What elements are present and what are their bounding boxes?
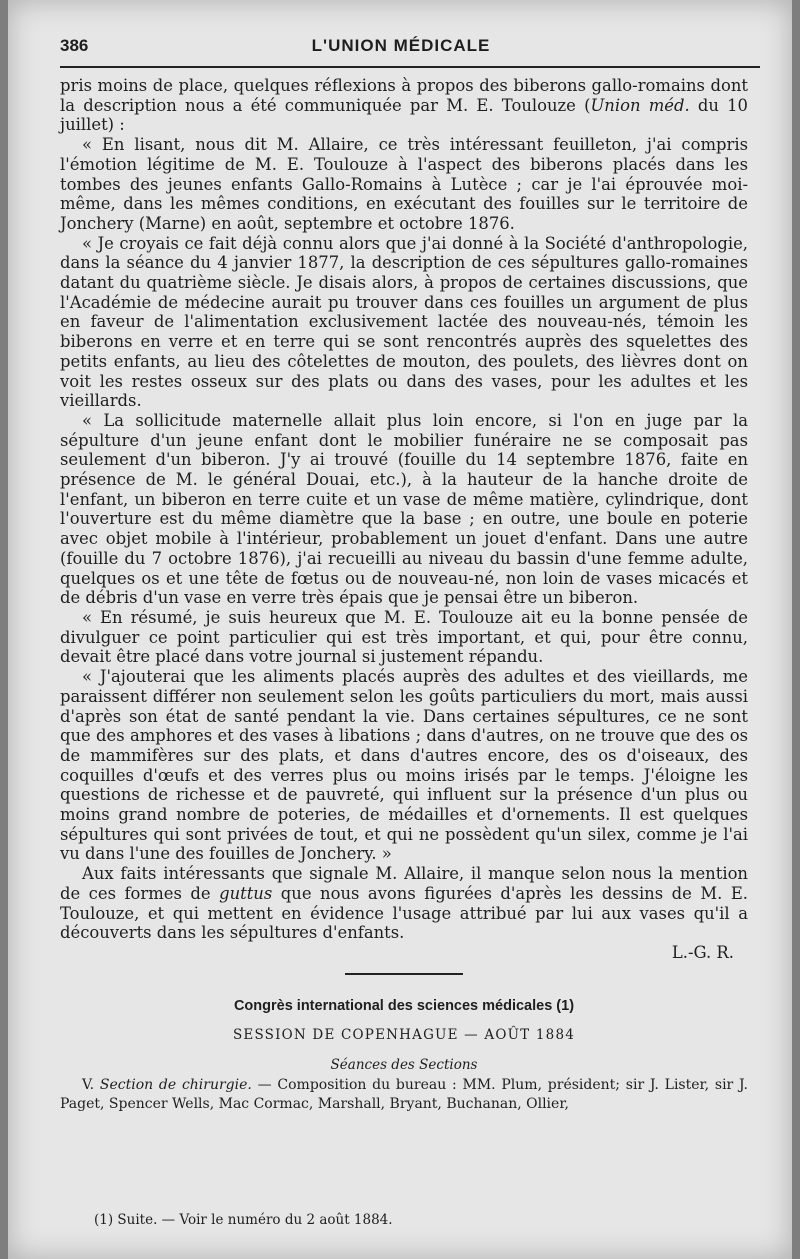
- seances-subtitle: Séances des Sections: [330, 1057, 478, 1074]
- session-title: SESSION DE COPENHAGUE — AOÛT 1884: [232, 1027, 576, 1044]
- congress-title: Congrès international des sciences médicales (1): [233, 997, 575, 1014]
- paragraph-quote-4: « En résumé, je suis heureux que M. E. Toulouze ait eu la bonne pensée de divulguer ce point particulier qui est très important, et qui, pour être connu, devait être placé dans votre journal si justement répandu.: [60, 607, 748, 667]
- signature: L.-G. R.: [671, 942, 734, 962]
- journal-title: L'UNION MÉDICALE: [311, 36, 491, 55]
- section-name: Section de chirurgie.: [99, 1076, 252, 1093]
- paragraph-intro: pris moins de place, quelques réflexions à propos des biberons gallo-romains dont la description nous a été communiquée par M. E. Toulouze (Union méd. du 10 juillet) :: [60, 76, 748, 135]
- paragraph-conclusion: Aux faits intéressants que signale M. Allaire, il manque selon nous la mention de ces formes de guttus que nous avons figurées d'après les dessins de M. E. Toulouze, et qui mettent en évidence l'usage attribué par lui aux vases qu'il a découverts dans les sépultures d'enfants.: [60, 864, 748, 943]
- header-rule: [60, 66, 760, 68]
- journal-ref: Union méd.: [590, 95, 690, 115]
- article-body: [60, 76, 748, 1114]
- guttus-term: guttus: [219, 883, 273, 903]
- paragraph-quote-5: « J'ajouterai que les aliments placés auprès des adultes et des vieillards, me paraissent différer non seulement selon les goûts particuliers du mort, mais aussi d'après son état de santé pendant la vie. Dans certaines sépultures, ce ne sont que des amphores et des vases à libations ; dans d'autres, on ne trouve que des os de mammifères sur des plats, et dans d'autres encore, des os d'oiseaux, des coquilles d'œufs et des verres plus ou moins irisés par le temps. J'éloigne les questions de richesse et de pauvreté, qui influent sur la présence d'un plus ou moins grand nombre de poteries, de médailles et d'ornements. Il est quelques sépultures qui sont privées de tout, et qui ne possèdent qu'un silex, comme je l'ai vu dans l'une des fouilles de Jonchery. »: [60, 667, 748, 864]
- footnote: (1) Suite. — Voir le numéro du 2 août 1884.: [94, 1212, 393, 1228]
- paragraph-quote-1: « En lisant, nous dit M. Allaire, ce très intéressant feuilleton, j'ai compris l'émotion légitime de M. E. Toulouze à l'aspect des biberons placés dans les tombes des jeunes enfants Gallo-Romains à Lutèce ; car je l'ai éprouvée moi-même, dans les mêmes conditions, en exécutant des fouilles sur le territoire de Jonchery (Marne) en août, septembre et octobre 1876.: [60, 135, 748, 233]
- running-head: [60, 36, 742, 56]
- paragraph-quote-3: « La sollicitude maternelle allait plus loin encore, si l'on en juge par la sépulture d'un jeune enfant dont le mobilier funéraire ne se composait pas seulement d'un biberon. J'y ai trouvé (fouille du 14 septembre 1876, faite en présence de M. le général Douai, etc.), à la hauteur de la hanche droite de l'enfant, un biberon en terre cuite et un vase de même matière, cylindrique, dont l'ouverture est du même diamètre que la base ; en outre, une boule en poterie avec objet mobile à l'intérieur, probablement un jouet d'enfant. Dans une autre (fouille du 7 octobre 1876), j'ai recueilli au niveau du bassin d'une femme adulte, quelques os et une tête de fœtus ou de nouveau-né, non loin de vases micacés et de débris d'un vase en verre très épais que je pensai être un biberon.: [60, 410, 748, 608]
- paragraph-quote-2: « Je croyais ce fait déjà connu alors que j'ai donné à la Société d'anthropologie, dans la séance du 4 janvier 1877, la description de ces sépultures gallo-romaines datant du quatrième siècle. Je disais alors, à propos de certaines discussions, que l'Académie de médecine aurait pu trouver dans ces fouilles un argument de plus en faveur de l'alimentation exclusivement lactée des nouveau-nés, témoin les biberons en verre et en terre qui se sont rencontrés auprès des squelettes des petits enfants, au lieu des côtelettes de mouton, des poulets, des lièvres dont on voit les restes osseux sur des plats ou dans des vases, pour les adultes et les vieillards.: [60, 233, 748, 411]
- page-number: 386: [60, 36, 89, 55]
- section-entry: V. Section de chirurgie. — Composition du bureau : MM. Plum, président; sir J. Lister, sir J. Paget, Spencer Wells, Mac Cormac, Marshall, Bryant, Buchanan, Ollier,: [60, 1076, 748, 1112]
- document-page: [8, 0, 792, 1259]
- section-divider: [345, 973, 463, 975]
